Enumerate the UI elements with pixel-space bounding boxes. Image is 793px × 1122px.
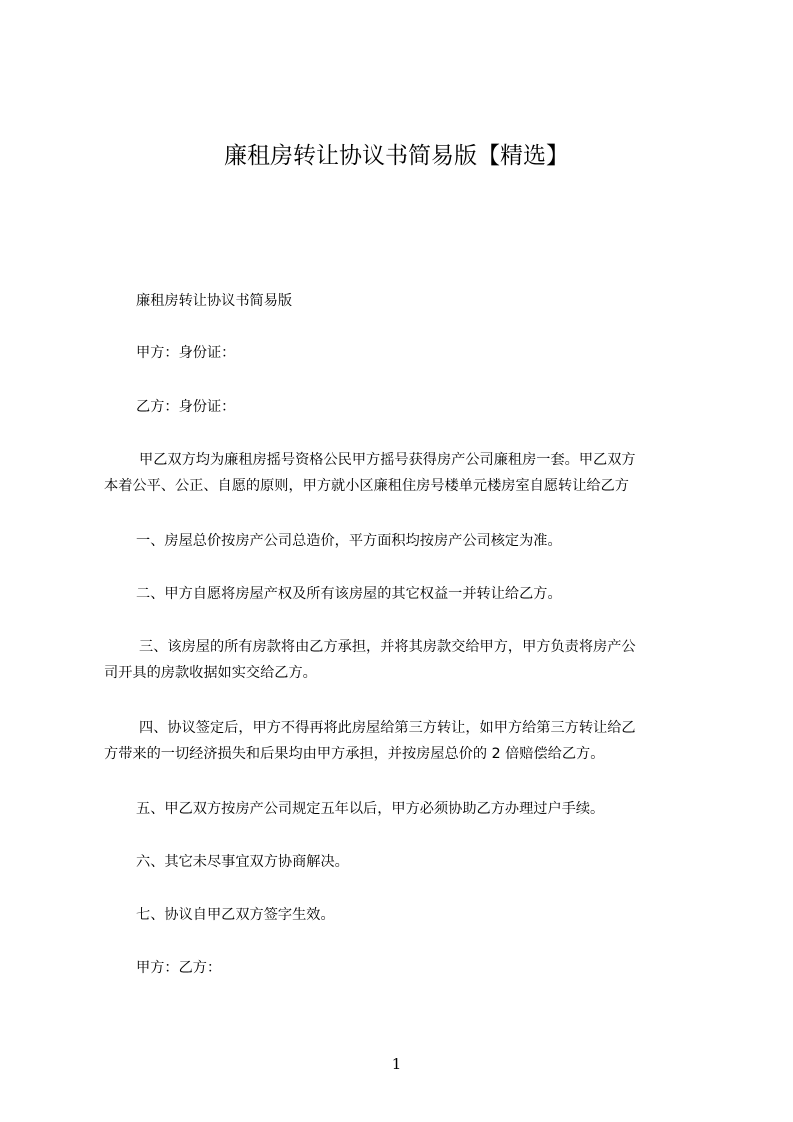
page-number: 1 [391, 1055, 402, 1073]
party-a-text: 甲方：身份证： [136, 345, 236, 361]
clause-7 [104, 902, 704, 928]
signature-text: 甲方：乙方： [136, 960, 222, 976]
clause-5 [104, 796, 704, 822]
party-b-line [104, 394, 704, 420]
clause-3-line-1: 三、该房屋的所有房款将由乙方承担，并将其房款交给甲方，甲方负责将房产公 [139, 639, 636, 655]
clause-5-text: 五、甲乙双方按房产公司规定五年以后，甲方必须协助乙方办理过户手续。 [136, 801, 605, 817]
clause-4-line-1: 四、协议签定后，甲方不得再将此房屋给第三方转让，如甲方给第三方转让给乙 [139, 720, 636, 736]
clause-3-line-2: 司开具的房款收据如实交给乙方。 [104, 665, 317, 681]
clause-6-text: 六、其它未尽事宜双方协商解决。 [136, 854, 349, 870]
clause-3 [104, 634, 704, 686]
signature-line [104, 955, 704, 981]
clause-6 [104, 849, 704, 875]
subtitle-text: 廉租房转让协议书简易版 [136, 293, 293, 309]
document-subtitle [104, 288, 704, 314]
party-b-text: 乙方：身份证： [136, 399, 236, 415]
clause-2-text: 二、甲方自愿将房屋产权及所有该房屋的其它权益一并转让给乙方。 [136, 586, 562, 602]
clause-7-text: 七、协议自甲乙双方签字生效。 [136, 907, 335, 923]
document-title: 廉租房转让协议书简易版【精选】 [224, 143, 569, 169]
party-a-line [104, 340, 704, 366]
clause-2 [104, 581, 704, 607]
clause-4-line-2: 方带来的一切经济损失和后果均由甲方承担，并按房屋总价的 2 倍赔偿给乙方。 [104, 746, 605, 762]
clause-4 [104, 715, 704, 767]
intro-line-1: 甲乙双方均为廉租房摇号资格公民甲方摇号获得房产公司廉租房一套。甲乙双方 [139, 452, 636, 468]
intro-line-2: 本着公平、公正、自愿的原则，甲方就小区廉租住房号楼单元楼房室自愿转让给乙方 [104, 478, 629, 494]
clause-1-text: 一、房屋总价按房产公司总造价，平方面积均按房产公司核定为准。 [136, 533, 562, 549]
clause-1 [104, 528, 704, 554]
intro-paragraph [104, 447, 704, 499]
